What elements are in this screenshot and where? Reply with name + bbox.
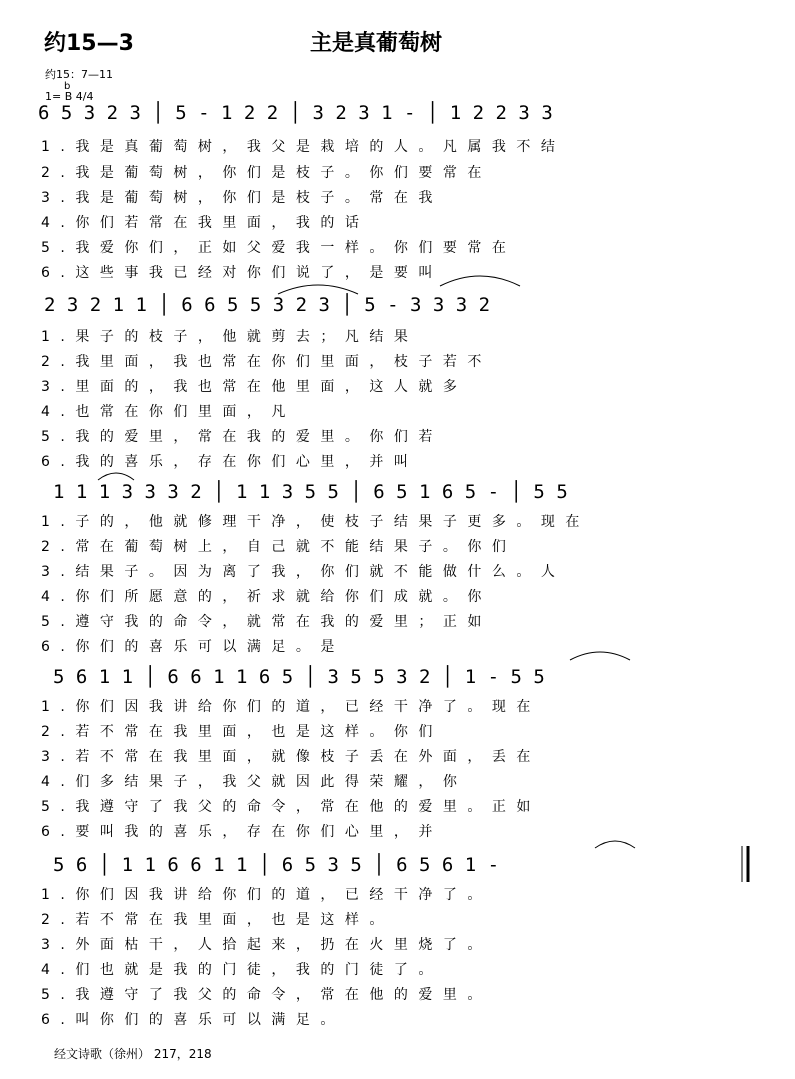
lyric-line: 6.要叫我的喜乐，存在你们心里，并	[41, 824, 443, 840]
lyric-line: 2.常在葡萄树上，自己就不能结果子。你们	[41, 539, 517, 555]
notation-line: 2 3 2 1 1 │ 6 6 5 5 3 2 3 │ 5 - 3 3 3 2	[44, 294, 491, 316]
lyric-line: 1.我是真葡萄树，我父是栽培的人。凡属我不结	[41, 139, 566, 155]
lyric-line: 6.这些事我已经对你们说了，是要叫	[41, 265, 443, 281]
lyric-line: 5.我的爱里，常在我的爱里。你们若	[41, 429, 443, 445]
lyric-line: 4.你们若常在我里面，我的话	[41, 215, 370, 231]
source-footer: 经文诗歌（徐州） 217，218	[54, 1047, 212, 1061]
lyric-line: 5.我爱你们，正如父爱我一样。你们要常在	[41, 240, 517, 256]
key-signature: 1= B 4/4	[45, 90, 94, 103]
notation-line: 5 6 1 1 │ 6 6 1 1 6 5 │ 3 5 5 3 2 │ 1 - 5 5	[53, 666, 545, 688]
lyric-line: 3.我是葡萄树，你们是枝子。常在我	[41, 190, 443, 206]
lyric-line: 1.你们因我讲给你们的道，已经干净了。现在	[41, 699, 541, 715]
score-system-5	[0, 854, 795, 1028]
lyric-line: 4.们也就是我的门徒，我的门徒了。	[41, 962, 443, 978]
lyric-line: 5.我遵守了我父的命令，常在他的爱里。正如	[41, 799, 541, 815]
lyric-line: 1.子的，他就修理干净，使枝子结果子更多。现在	[41, 514, 590, 530]
notation-line: 5 6 │ 1 1 6 6 1 1 │ 6 5 3 5 │ 6 5 6 1 -	[53, 854, 500, 876]
score-system-1	[0, 102, 795, 281]
score-system-4	[0, 666, 795, 840]
lyric-line: 1.你们因我讲给你们的道，已经干净了。	[41, 887, 492, 903]
lyric-line: 3.若不常在我里面，就像枝子丢在外面，丢在	[41, 749, 541, 765]
lyric-line: 3.外面枯干，人拾起来，扔在火里烧了。	[41, 937, 492, 953]
lyric-line: 6.叫你们的喜乐可以满足。	[41, 1012, 345, 1028]
lyric-line: 4.们多结果子，我父就因此得荣耀，你	[41, 774, 468, 790]
lyric-line: 1.果子的枝子，他就剪去；凡结果	[41, 329, 419, 345]
lyric-line: 5.我遵守了我父的命令，常在他的爱里。	[41, 987, 492, 1003]
lyric-line: 2.我里面，我也常在你们里面，枝子若不	[41, 354, 492, 370]
lyric-line: 6.我的喜乐，存在你们心里，并叫	[41, 454, 419, 470]
score-system-2	[0, 294, 795, 470]
score-system-3	[0, 481, 795, 655]
scripture-reference: 约15：7—11	[45, 68, 113, 81]
notation-line: 1 1 1 3 3 3 2 │ 1 1 3 5 5 │ 6 5 1 6 5 - │ 5 5	[53, 481, 568, 503]
lyric-line: 2.若不常在我里面，也是这样。	[41, 912, 394, 928]
song-reference: 约15—3	[44, 31, 134, 56]
lyric-line: 6.你们的喜乐可以满足。是	[41, 639, 345, 655]
notation-line: 6 5 3 2 3 │ 5 - 1 2 2 │ 3 2 3 1 - │ 1 2 2 3 3	[38, 102, 553, 124]
flat-sign: b	[64, 81, 71, 92]
lyric-line: 4.也常在你们里面，凡	[41, 404, 296, 420]
lyric-line: 2.我是葡萄树，你们是枝子。你们要常在	[41, 165, 492, 181]
lyric-line: 4.你们所愿意的，祈求就给你们成就。你	[41, 589, 492, 605]
lyric-line: 5.遵守我的命令，就常在我的爱里；正如	[41, 614, 492, 630]
song-title: 主是真葡萄树	[310, 31, 443, 56]
lyric-line: 3.里面的，我也常在他里面，这人就多	[41, 379, 468, 395]
lyric-line: 3.结果子。因为离了我，你们就不能做什么。人	[41, 564, 566, 580]
lyric-line: 2.若不常在我里面，也是这样。你们	[41, 724, 443, 740]
